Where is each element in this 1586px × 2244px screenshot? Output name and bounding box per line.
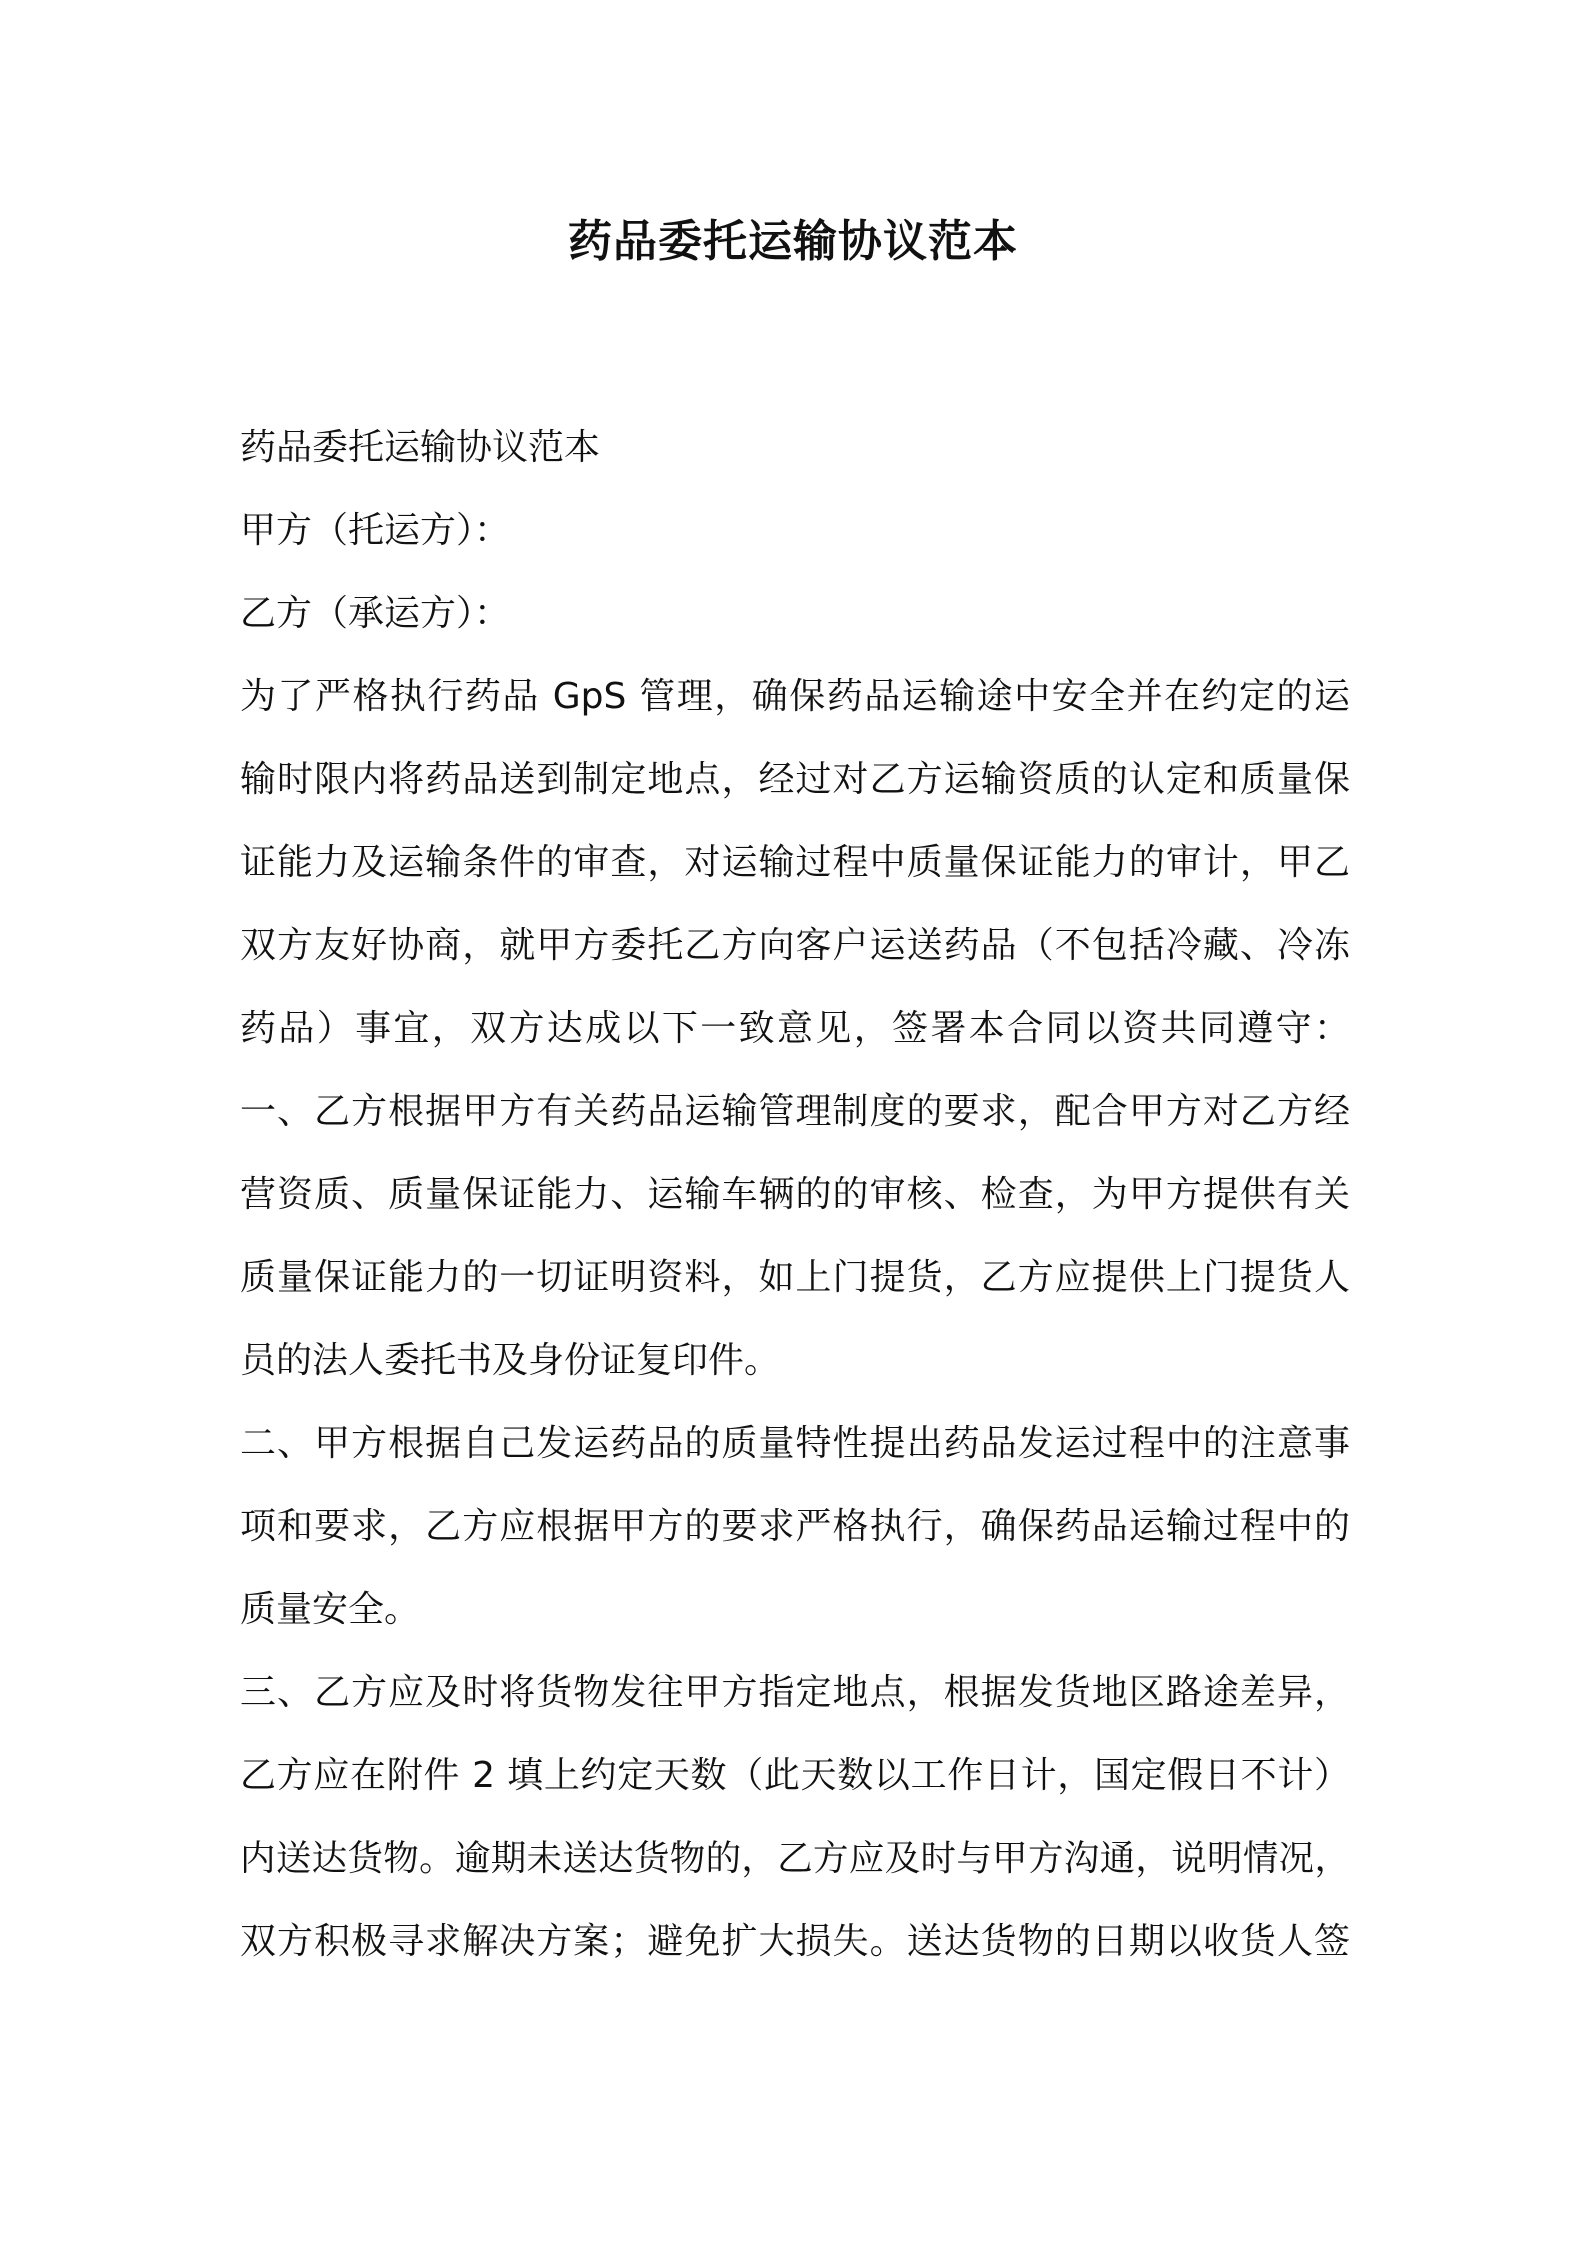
paragraph-line: 质量安全。 <box>240 1589 421 1630</box>
paragraph-line: 药品委托运输协议范本 <box>240 427 601 468</box>
paragraph-line: 一、乙方根据甲方有关药品运输管理制度的要求，配合甲方对乙方经 <box>240 1091 1350 1132</box>
paragraph-line: 乙方应在附件 2 填上约定天数（此天数以工作日计，国定假日不计） <box>240 1755 1350 1796</box>
paragraph-line: 质量保证能力的一切证明资料，如上门提货，乙方应提供上门提货人 <box>240 1257 1350 1298</box>
paragraph-line: 双方友好协商，就甲方委托乙方向客户运送药品（不包括冷藏、冷冻 <box>240 925 1350 966</box>
paragraph-line: 双方积极寻求解决方案；避免扩大损失。送达货物的日期以收货人签 <box>240 1921 1350 1962</box>
paragraph-line: 二、甲方根据自己发运药品的质量特性提出药品发运过程中的注意事 <box>240 1423 1350 1464</box>
paragraph-line: 三、乙方应及时将货物发往甲方指定地点，根据发货地区路途差异， <box>240 1672 1350 1713</box>
document-title: 药品委托运输协议范本 <box>568 216 1018 267</box>
document-body <box>240 406 1350 1983</box>
paragraph-line: 员的法人委托书及身份证复印件。 <box>240 1340 781 1381</box>
paragraph-line: 药品）事宜，双方达成以下一致意见，签署本合同以资共同遵守： <box>240 1008 1350 1049</box>
paragraph-line: 证能力及运输条件的审查，对运输过程中质量保证能力的审计，甲乙 <box>240 842 1350 883</box>
paragraph-line: 甲方（托运方）： <box>240 510 511 551</box>
paragraph-line: 乙方（承运方）： <box>240 593 511 634</box>
paragraph-line: 为了严格执行药品 GpS 管理，确保药品运输途中安全并在约定的运 <box>240 676 1350 717</box>
paragraph-line: 输时限内将药品送到制定地点，经过对乙方运输资质的认定和质量保 <box>240 759 1350 800</box>
paragraph-line: 内送达货物。逾期未送达货物的，乙方应及时与甲方沟通，说明情况， <box>240 1838 1350 1879</box>
paragraph-line: 项和要求，乙方应根据甲方的要求严格执行，确保药品运输过程中的 <box>240 1506 1350 1547</box>
paragraph-line: 营资质、质量保证能力、运输车辆的的审核、检查，为甲方提供有关 <box>240 1174 1350 1215</box>
